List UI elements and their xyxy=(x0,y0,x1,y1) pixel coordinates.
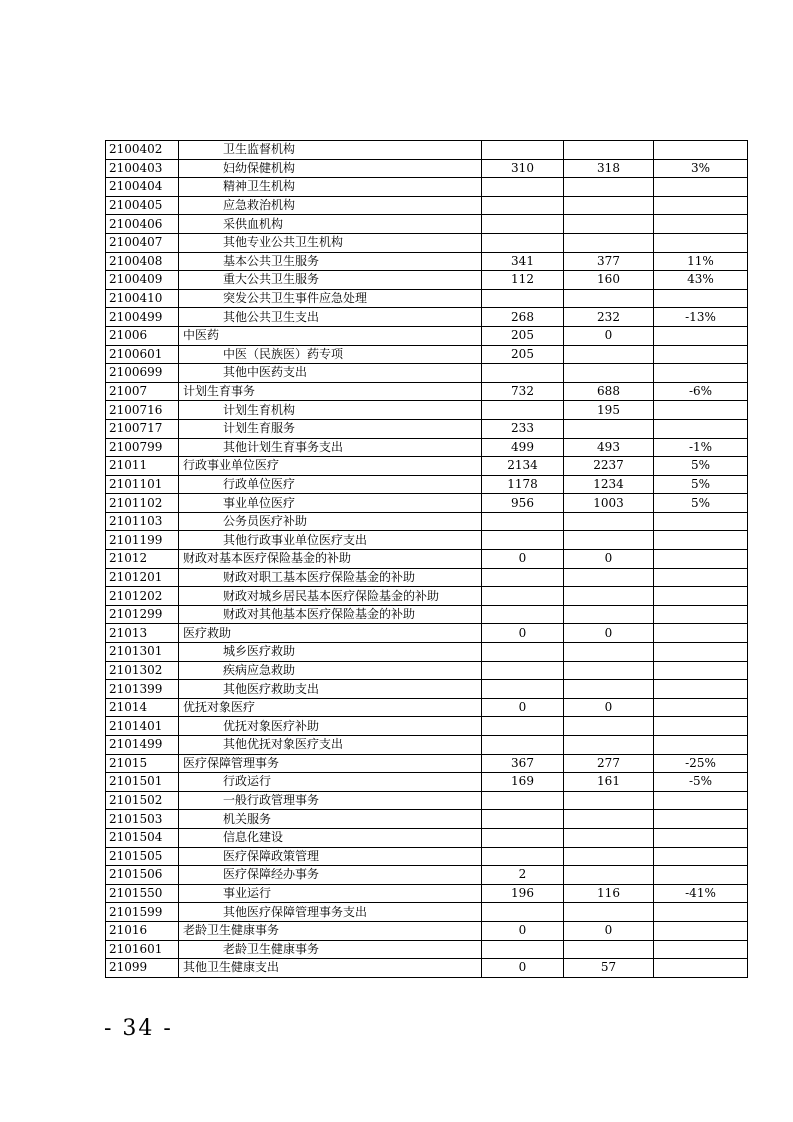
change-percent-cell xyxy=(654,531,748,550)
table-row xyxy=(106,550,748,569)
subject-code-cell: 21007 xyxy=(106,382,179,401)
subject-code-cell: 2101502 xyxy=(106,791,179,810)
subject-code-cell: 21006 xyxy=(106,326,179,345)
amount-cell-2: 277 xyxy=(564,754,654,773)
amount-cell-2 xyxy=(564,605,654,624)
amount-cell-2 xyxy=(564,215,654,234)
table-row xyxy=(106,866,748,885)
amount-cell-1 xyxy=(482,828,564,847)
table-row xyxy=(106,940,748,959)
table-row xyxy=(106,903,748,922)
table-row xyxy=(106,494,748,513)
subject-name-cell: 其他中医药支出 xyxy=(179,364,482,383)
table-row xyxy=(106,847,748,866)
change-percent-cell xyxy=(654,215,748,234)
amount-cell-1 xyxy=(482,847,564,866)
subject-name-cell: 其他医疗保障管理事务支出 xyxy=(179,903,482,922)
subject-code-cell: 2100699 xyxy=(106,364,179,383)
change-percent-cell xyxy=(654,698,748,717)
amount-cell-2: 160 xyxy=(564,271,654,290)
subject-name-cell: 采供血机构 xyxy=(179,215,482,234)
amount-cell-2 xyxy=(564,531,654,550)
subject-name-cell: 行政单位医疗 xyxy=(179,475,482,494)
subject-name-cell: 优抚对象医疗补助 xyxy=(179,717,482,736)
subject-code-cell: 2101301 xyxy=(106,643,179,662)
amount-cell-2 xyxy=(564,680,654,699)
table-row xyxy=(106,233,748,252)
subject-code-cell: 2100402 xyxy=(106,141,179,160)
subject-code-cell: 21012 xyxy=(106,550,179,569)
table-row xyxy=(106,587,748,606)
change-percent-cell: -1% xyxy=(654,438,748,457)
subject-name-cell: 医疗保障经办事务 xyxy=(179,866,482,885)
subject-name-cell: 信息化建设 xyxy=(179,828,482,847)
subject-code-cell: 2100408 xyxy=(106,252,179,271)
subject-name-cell: 其他专业公共卫生机构 xyxy=(179,233,482,252)
subject-name-cell: 财政对其他基本医疗保险基金的补助 xyxy=(179,605,482,624)
change-percent-cell: -6% xyxy=(654,382,748,401)
subject-name-cell: 财政对基本医疗保险基金的补助 xyxy=(179,550,482,569)
change-percent-cell xyxy=(654,866,748,885)
amount-cell-2: 2237 xyxy=(564,457,654,476)
subject-code-cell: 2100409 xyxy=(106,271,179,290)
amount-cell-1: 1178 xyxy=(482,475,564,494)
amount-cell-2 xyxy=(564,866,654,885)
subject-code-cell: 2101506 xyxy=(106,866,179,885)
amount-cell-2 xyxy=(564,178,654,197)
table-row xyxy=(106,698,748,717)
amount-cell-2 xyxy=(564,847,654,866)
amount-cell-1: 0 xyxy=(482,624,564,643)
subject-name-cell: 行政运行 xyxy=(179,773,482,792)
amount-cell-1: 341 xyxy=(482,252,564,271)
table-row xyxy=(106,475,748,494)
amount-cell-1 xyxy=(482,531,564,550)
amount-cell-2: 318 xyxy=(564,159,654,178)
amount-cell-2 xyxy=(564,717,654,736)
subject-name-cell: 卫生监督机构 xyxy=(179,141,482,160)
amount-cell-2 xyxy=(564,512,654,531)
subject-code-cell: 2100799 xyxy=(106,438,179,457)
subject-code-cell: 2100403 xyxy=(106,159,179,178)
subject-code-cell: 21013 xyxy=(106,624,179,643)
amount-cell-2 xyxy=(564,345,654,364)
table-row xyxy=(106,289,748,308)
change-percent-cell xyxy=(654,289,748,308)
change-percent-cell: 43% xyxy=(654,271,748,290)
subject-code-cell: 21015 xyxy=(106,754,179,773)
amount-cell-1 xyxy=(482,587,564,606)
change-percent-cell xyxy=(654,959,748,978)
subject-name-cell: 其他行政事业单位医疗支出 xyxy=(179,531,482,550)
change-percent-cell xyxy=(654,141,748,160)
table-row xyxy=(106,252,748,271)
subject-name-cell: 其他优抚对象医疗支出 xyxy=(179,736,482,755)
amount-cell-1: 310 xyxy=(482,159,564,178)
amount-cell-1 xyxy=(482,364,564,383)
amount-cell-1 xyxy=(482,401,564,420)
amount-cell-1 xyxy=(482,605,564,624)
subject-name-cell: 计划生育服务 xyxy=(179,419,482,438)
amount-cell-2 xyxy=(564,141,654,160)
table-body xyxy=(106,141,748,978)
table-row xyxy=(106,921,748,940)
amount-cell-1: 205 xyxy=(482,326,564,345)
amount-cell-1 xyxy=(482,791,564,810)
table-row xyxy=(106,401,748,420)
subject-name-cell: 财政对城乡居民基本医疗保险基金的补助 xyxy=(179,587,482,606)
subject-code-cell: 2100499 xyxy=(106,308,179,327)
amount-cell-1 xyxy=(482,736,564,755)
change-percent-cell xyxy=(654,550,748,569)
change-percent-cell xyxy=(654,587,748,606)
subject-name-cell: 其他卫生健康支出 xyxy=(179,959,482,978)
subject-code-cell: 2100601 xyxy=(106,345,179,364)
amount-cell-1: 205 xyxy=(482,345,564,364)
amount-cell-1 xyxy=(482,940,564,959)
amount-cell-2: 1234 xyxy=(564,475,654,494)
table-row xyxy=(106,754,748,773)
change-percent-cell xyxy=(654,178,748,197)
change-percent-cell xyxy=(654,196,748,215)
amount-cell-2 xyxy=(564,233,654,252)
table-row xyxy=(106,828,748,847)
table-row xyxy=(106,736,748,755)
change-percent-cell xyxy=(654,828,748,847)
amount-cell-2: 0 xyxy=(564,698,654,717)
table-row xyxy=(106,959,748,978)
table-row xyxy=(106,326,748,345)
change-percent-cell xyxy=(654,419,748,438)
subject-name-cell: 财政对职工基本医疗保险基金的补助 xyxy=(179,568,482,587)
amount-cell-1: 732 xyxy=(482,382,564,401)
amount-cell-2 xyxy=(564,661,654,680)
table-row xyxy=(106,438,748,457)
subject-code-cell: 2101299 xyxy=(106,605,179,624)
change-percent-cell xyxy=(654,233,748,252)
change-percent-cell xyxy=(654,717,748,736)
table-row xyxy=(106,810,748,829)
amount-cell-1: 0 xyxy=(482,550,564,569)
change-percent-cell xyxy=(654,512,748,531)
table-row xyxy=(106,605,748,624)
amount-cell-2: 0 xyxy=(564,550,654,569)
amount-cell-1: 112 xyxy=(482,271,564,290)
amount-cell-2 xyxy=(564,791,654,810)
table-row xyxy=(106,308,748,327)
subject-name-cell: 医疗保障管理事务 xyxy=(179,754,482,773)
subject-code-cell: 2101599 xyxy=(106,903,179,922)
change-percent-cell xyxy=(654,680,748,699)
change-percent-cell xyxy=(654,326,748,345)
amount-cell-2: 688 xyxy=(564,382,654,401)
subject-code-cell: 2100405 xyxy=(106,196,179,215)
amount-cell-2 xyxy=(564,289,654,308)
subject-code-cell: 2101505 xyxy=(106,847,179,866)
change-percent-cell xyxy=(654,643,748,662)
amount-cell-2: 377 xyxy=(564,252,654,271)
subject-name-cell: 老龄卫生健康事务 xyxy=(179,940,482,959)
change-percent-cell xyxy=(654,661,748,680)
amount-cell-2: 1003 xyxy=(564,494,654,513)
amount-cell-1 xyxy=(482,661,564,680)
subject-name-cell: 中医（民族医）药专项 xyxy=(179,345,482,364)
subject-code-cell: 2100410 xyxy=(106,289,179,308)
subject-name-cell: 城乡医疗救助 xyxy=(179,643,482,662)
subject-name-cell: 计划生育事务 xyxy=(179,382,482,401)
table-row xyxy=(106,773,748,792)
subject-name-cell: 精神卫生机构 xyxy=(179,178,482,197)
subject-name-cell: 重大公共卫生服务 xyxy=(179,271,482,290)
subject-name-cell: 突发公共卫生事件应急处理 xyxy=(179,289,482,308)
table-row xyxy=(106,215,748,234)
subject-name-cell: 公务员医疗补助 xyxy=(179,512,482,531)
change-percent-cell: 3% xyxy=(654,159,748,178)
table-row xyxy=(106,364,748,383)
change-percent-cell xyxy=(654,940,748,959)
subject-name-cell: 应急救治机构 xyxy=(179,196,482,215)
amount-cell-2: 195 xyxy=(564,401,654,420)
subject-name-cell: 其他公共卫生支出 xyxy=(179,308,482,327)
subject-code-cell: 21016 xyxy=(106,921,179,940)
subject-name-cell: 医疗保障政策管理 xyxy=(179,847,482,866)
amount-cell-1 xyxy=(482,512,564,531)
subject-code-cell: 2100716 xyxy=(106,401,179,420)
table-row xyxy=(106,624,748,643)
amount-cell-1 xyxy=(482,643,564,662)
subject-name-cell: 计划生育机构 xyxy=(179,401,482,420)
subject-code-cell: 21011 xyxy=(106,457,179,476)
change-percent-cell xyxy=(654,847,748,866)
amount-cell-2 xyxy=(564,196,654,215)
subject-name-cell: 老龄卫生健康事务 xyxy=(179,921,482,940)
change-percent-cell: 5% xyxy=(654,457,748,476)
amount-cell-2 xyxy=(564,940,654,959)
subject-name-cell: 其他计划生育事务支出 xyxy=(179,438,482,457)
subject-code-cell: 2101601 xyxy=(106,940,179,959)
amount-cell-1: 169 xyxy=(482,773,564,792)
subject-name-cell: 医疗救助 xyxy=(179,624,482,643)
change-percent-cell xyxy=(654,791,748,810)
change-percent-cell: -13% xyxy=(654,308,748,327)
change-percent-cell: -41% xyxy=(654,884,748,903)
subject-code-cell: 2101302 xyxy=(106,661,179,680)
amount-cell-1: 956 xyxy=(482,494,564,513)
subject-code-cell: 2101503 xyxy=(106,810,179,829)
amount-cell-2: 493 xyxy=(564,438,654,457)
amount-cell-2: 57 xyxy=(564,959,654,978)
change-percent-cell xyxy=(654,401,748,420)
table-row xyxy=(106,178,748,197)
amount-cell-1 xyxy=(482,810,564,829)
subject-name-cell: 其他医疗救助支出 xyxy=(179,680,482,699)
amount-cell-1 xyxy=(482,680,564,699)
table-row xyxy=(106,382,748,401)
change-percent-cell xyxy=(654,568,748,587)
subject-name-cell: 优抚对象医疗 xyxy=(179,698,482,717)
table-row xyxy=(106,568,748,587)
table-row xyxy=(106,643,748,662)
subject-name-cell: 妇幼保健机构 xyxy=(179,159,482,178)
amount-cell-2: 232 xyxy=(564,308,654,327)
table-row xyxy=(106,512,748,531)
subject-code-cell: 2101504 xyxy=(106,828,179,847)
subject-code-cell: 2100404 xyxy=(106,178,179,197)
subject-name-cell: 一般行政管理事务 xyxy=(179,791,482,810)
subject-name-cell: 基本公共卫生服务 xyxy=(179,252,482,271)
amount-cell-2 xyxy=(564,810,654,829)
subject-name-cell: 行政事业单位医疗 xyxy=(179,457,482,476)
amount-cell-1 xyxy=(482,215,564,234)
amount-cell-1: 499 xyxy=(482,438,564,457)
amount-cell-1: 367 xyxy=(482,754,564,773)
amount-cell-2 xyxy=(564,736,654,755)
subject-code-cell: 2100406 xyxy=(106,215,179,234)
amount-cell-2: 0 xyxy=(564,326,654,345)
change-percent-cell xyxy=(654,921,748,940)
table-row xyxy=(106,717,748,736)
subject-code-cell: 2101202 xyxy=(106,587,179,606)
change-percent-cell xyxy=(654,736,748,755)
amount-cell-1 xyxy=(482,178,564,197)
change-percent-cell xyxy=(654,903,748,922)
change-percent-cell: -25% xyxy=(654,754,748,773)
subject-code-cell: 2101103 xyxy=(106,512,179,531)
amount-cell-2 xyxy=(564,568,654,587)
table-row xyxy=(106,791,748,810)
table-row xyxy=(106,884,748,903)
table-row xyxy=(106,419,748,438)
change-percent-cell: 5% xyxy=(654,494,748,513)
table-row xyxy=(106,457,748,476)
subject-code-cell: 2101401 xyxy=(106,717,179,736)
amount-cell-2: 0 xyxy=(564,921,654,940)
subject-name-cell: 疾病应急救助 xyxy=(179,661,482,680)
change-percent-cell xyxy=(654,605,748,624)
change-percent-cell xyxy=(654,810,748,829)
amount-cell-1: 0 xyxy=(482,959,564,978)
amount-cell-1: 0 xyxy=(482,698,564,717)
change-percent-cell xyxy=(654,364,748,383)
table-row xyxy=(106,680,748,699)
change-percent-cell: 11% xyxy=(654,252,748,271)
budget-expenditure-table xyxy=(105,140,748,978)
amount-cell-1 xyxy=(482,233,564,252)
amount-cell-1 xyxy=(482,141,564,160)
amount-cell-2 xyxy=(564,828,654,847)
table-row xyxy=(106,196,748,215)
subject-name-cell: 中医药 xyxy=(179,326,482,345)
change-percent-cell xyxy=(654,345,748,364)
subject-code-cell: 21014 xyxy=(106,698,179,717)
subject-name-cell: 事业单位医疗 xyxy=(179,494,482,513)
subject-code-cell: 2100407 xyxy=(106,233,179,252)
subject-code-cell: 2101499 xyxy=(106,736,179,755)
amount-cell-2 xyxy=(564,587,654,606)
amount-cell-2 xyxy=(564,419,654,438)
amount-cell-1 xyxy=(482,903,564,922)
amount-cell-1 xyxy=(482,196,564,215)
amount-cell-2: 116 xyxy=(564,884,654,903)
amount-cell-2: 0 xyxy=(564,624,654,643)
subject-code-cell: 2101101 xyxy=(106,475,179,494)
table-row xyxy=(106,159,748,178)
amount-cell-1 xyxy=(482,568,564,587)
subject-code-cell: 2101501 xyxy=(106,773,179,792)
subject-code-cell: 2101399 xyxy=(106,680,179,699)
subject-name-cell: 机关服务 xyxy=(179,810,482,829)
subject-code-cell: 2101550 xyxy=(106,884,179,903)
table-row xyxy=(106,141,748,160)
change-percent-cell: 5% xyxy=(654,475,748,494)
amount-cell-1: 2 xyxy=(482,866,564,885)
change-percent-cell xyxy=(654,624,748,643)
amount-cell-1: 196 xyxy=(482,884,564,903)
table-row xyxy=(106,661,748,680)
subject-code-cell: 2100717 xyxy=(106,419,179,438)
amount-cell-1: 0 xyxy=(482,921,564,940)
change-percent-cell: -5% xyxy=(654,773,748,792)
amount-cell-1 xyxy=(482,717,564,736)
amount-cell-2 xyxy=(564,643,654,662)
table-row xyxy=(106,345,748,364)
page-number: - 34 - xyxy=(104,1016,173,1041)
amount-cell-1: 268 xyxy=(482,308,564,327)
subject-name-cell: 事业运行 xyxy=(179,884,482,903)
amount-cell-1: 2134 xyxy=(482,457,564,476)
subject-code-cell: 21099 xyxy=(106,959,179,978)
amount-cell-1 xyxy=(482,289,564,308)
subject-code-cell: 2101199 xyxy=(106,531,179,550)
table-row xyxy=(106,271,748,290)
subject-code-cell: 2101201 xyxy=(106,568,179,587)
amount-cell-2: 161 xyxy=(564,773,654,792)
table-row xyxy=(106,531,748,550)
amount-cell-2 xyxy=(564,903,654,922)
amount-cell-2 xyxy=(564,364,654,383)
subject-code-cell: 2101102 xyxy=(106,494,179,513)
amount-cell-1: 233 xyxy=(482,419,564,438)
